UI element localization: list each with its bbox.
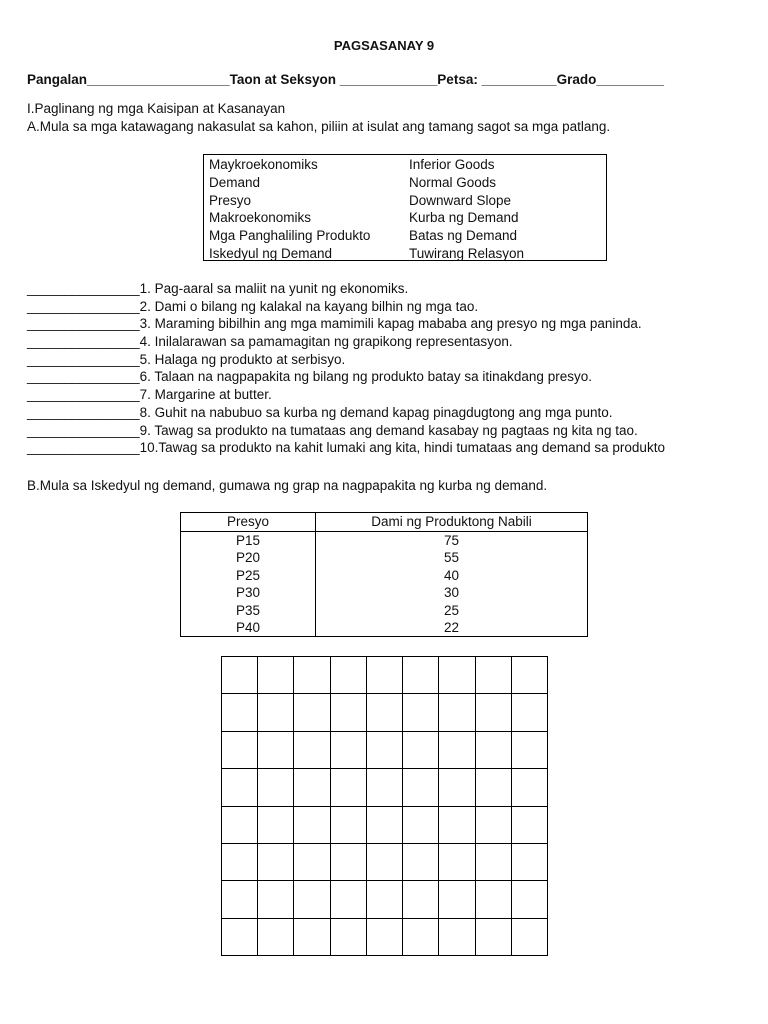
- grid-cell: [294, 844, 330, 881]
- question-item: [27, 386, 665, 404]
- answer-blank[interactable]: _______________: [27, 281, 140, 296]
- grid-cell: [258, 657, 294, 694]
- question-item: [27, 422, 665, 440]
- grid-cell: [222, 732, 258, 769]
- demand-schedule-table: [180, 512, 588, 637]
- word-box-term: Inferior Goods: [409, 157, 495, 172]
- grid-cell: [403, 769, 439, 806]
- question-item: [27, 368, 665, 386]
- grid-cell: [222, 881, 258, 918]
- word-box-term: Mga Panghaliling Produkto: [209, 228, 371, 244]
- grid-cell: [367, 732, 403, 769]
- question-text: 9. Tawag sa produkto na tumataas ang demand kasabay ng pagtaas ng kita ng tao.: [139, 422, 638, 438]
- grid-cell: [294, 881, 330, 918]
- word-box: [203, 154, 607, 261]
- question-text: 1. Pag-aaral sa maliit na yunit ng ekonomiks.: [139, 281, 409, 296]
- word-box-term: Maykroekonomiks: [209, 157, 318, 172]
- grid-cell: [367, 769, 403, 806]
- quantity-cell: 30: [443, 585, 460, 601]
- question-item: [27, 280, 665, 298]
- quantity-cell: 25: [443, 602, 460, 618]
- question-text: 10.Tawag sa produkto na kahit lumaki ang kita, hindi tumataas ang demand sa produkto: [139, 440, 665, 456]
- answer-blank[interactable]: _______________: [27, 369, 140, 385]
- table-row: [181, 602, 588, 619]
- word-box-right-column: [409, 156, 524, 263]
- question-text: 2. Dami o bilang ng kalakal na kayang bilhin ng mga tao.: [139, 298, 479, 314]
- grid-cell: [403, 732, 439, 769]
- grid-cell: [476, 769, 512, 806]
- answer-blank[interactable]: _______________: [27, 334, 140, 350]
- grid-cell: [476, 881, 512, 918]
- grid-cell: [331, 807, 367, 844]
- grid-cell: [294, 919, 330, 956]
- grid-cell: [439, 807, 475, 844]
- grid-cell: [331, 881, 367, 918]
- price-cell: P40: [181, 619, 316, 637]
- grid-cell: [512, 919, 548, 956]
- grid-cell: [512, 769, 548, 806]
- page-title: PAGSASANAY 9: [333, 38, 435, 53]
- grid-cell: [403, 919, 439, 956]
- price-cell: P35: [181, 602, 316, 619]
- question-text: 5. Halaga ng produkto at serbisyo.: [139, 351, 346, 367]
- grid-cell: [403, 807, 439, 844]
- grid-cell: [294, 657, 330, 694]
- grid-cell: [476, 732, 512, 769]
- price-cell: P30: [181, 584, 316, 601]
- table-row: [181, 567, 588, 584]
- grid-cell: [294, 694, 330, 731]
- grid-cell: [294, 732, 330, 769]
- grid-cell: [222, 769, 258, 806]
- word-box-term: Demand: [209, 174, 261, 190]
- grid-cell: [512, 732, 548, 769]
- grid-cell: [403, 881, 439, 918]
- question-item: [27, 439, 665, 457]
- grid-cell: [476, 657, 512, 694]
- question-list: [27, 280, 665, 457]
- table-row: [181, 549, 588, 566]
- grid-cell: [439, 732, 475, 769]
- grid-cell: [222, 657, 258, 694]
- grid-cell: [258, 844, 294, 881]
- table-header-row: [181, 513, 588, 532]
- grid-cell: [476, 807, 512, 844]
- word-box-term: Kurba ng Demand: [409, 210, 519, 226]
- word-box-left-column: [209, 156, 370, 263]
- word-box-term: Downward Slope: [409, 192, 512, 208]
- question-text: 4. Inilalarawan sa pamamagitan ng grapikong representasyon.: [139, 334, 513, 350]
- price-cell: P20: [181, 549, 316, 566]
- word-box-term: Presyo: [209, 192, 252, 208]
- word-box-term: Makroekonomiks: [209, 210, 312, 226]
- quantity-cell: 75: [443, 533, 460, 548]
- question-text: 8. Guhit na nabubuo sa kurba ng demand kapag pinagdugtong ang mga punto.: [139, 404, 613, 420]
- question-item: [27, 298, 665, 316]
- table-row: [181, 619, 588, 637]
- grid-cell: [258, 694, 294, 731]
- grid-cell: [258, 919, 294, 956]
- grid-cell: [439, 919, 475, 956]
- answer-blank[interactable]: _______________: [27, 298, 140, 314]
- grid-cell: [331, 844, 367, 881]
- answer-blank[interactable]: _______________: [27, 316, 140, 332]
- quantity-cell: 22: [443, 620, 460, 636]
- grid-cell: [512, 657, 548, 694]
- grid-cell: [222, 807, 258, 844]
- grid-cell: [476, 694, 512, 731]
- question-text: 6. Talaan na nagpapakita ng bilang ng produkto batay sa itinakdang presyo.: [139, 369, 592, 385]
- grid-cell: [403, 844, 439, 881]
- grid-cell: [222, 694, 258, 731]
- grid-cell: [512, 807, 548, 844]
- grid-cell: [439, 694, 475, 731]
- grid-cell: [331, 919, 367, 956]
- grid-cell: [439, 881, 475, 918]
- word-box-term: Normal Goods: [409, 174, 497, 190]
- grid-cell: [222, 844, 258, 881]
- answer-blank[interactable]: _______________: [27, 387, 140, 403]
- grid-cell: [222, 919, 258, 956]
- question-text: 7. Margarine at butter.: [139, 387, 272, 403]
- graph-grid: [221, 656, 548, 956]
- grid-cell: [367, 919, 403, 956]
- answer-blank[interactable]: _______________: [27, 404, 140, 420]
- grid-cell: [258, 732, 294, 769]
- student-info-line[interactable]: Pangalan___________________Taon at Seksyon _____________Petsa: __________Grado_________: [27, 72, 664, 87]
- grid-cell: [258, 807, 294, 844]
- word-box-term: Iskedyul ng Demand: [209, 245, 333, 261]
- question-item: [27, 315, 665, 333]
- grid-cell: [367, 807, 403, 844]
- price-cell: P25: [181, 567, 316, 584]
- grid-cell: [258, 881, 294, 918]
- grid-cell: [294, 807, 330, 844]
- grid-cell: [294, 769, 330, 806]
- grid-cell: [512, 881, 548, 918]
- grid-cell: [403, 694, 439, 731]
- grid-cell: [512, 844, 548, 881]
- grid-cell: [367, 694, 403, 731]
- section-b-instructions: B.Mula sa Iskedyul ng demand, gumawa ng grap na nagpapakita ng kurba ng demand.: [27, 478, 548, 493]
- question-item: [27, 333, 665, 351]
- table-row: [181, 584, 588, 601]
- answer-blank[interactable]: _______________: [27, 422, 140, 438]
- grid-cell: [439, 769, 475, 806]
- quantity-cell: 40: [443, 567, 460, 583]
- grid-cell: [512, 694, 548, 731]
- quantity-cell: 55: [443, 550, 460, 566]
- section-1-heading: I.Paglinang ng mga Kaisipan at Kasanayan: [27, 101, 286, 116]
- grid-cell: [331, 769, 367, 806]
- grid-cell: [367, 657, 403, 694]
- question-text: 3. Maraming bibilhin ang mga mamimili kapag mababa ang presyo ng mga paninda.: [139, 316, 642, 332]
- header-dami: Dami ng Produktong Nabili: [316, 513, 588, 532]
- grid-cell: [476, 919, 512, 956]
- section-a-instructions: A.Mula sa mga katawagang nakasulat sa kahon, piliin at isulat ang tamang sagot sa mga patlang.: [27, 119, 611, 134]
- header-presyo: Presyo: [181, 513, 316, 532]
- grid-cell: [403, 657, 439, 694]
- grid-cell: [367, 844, 403, 881]
- grid-cell: [439, 844, 475, 881]
- answer-blank[interactable]: _______________: [27, 440, 140, 456]
- answer-blank[interactable]: _______________: [27, 351, 140, 367]
- grid-cell: [439, 657, 475, 694]
- grid-cell: [258, 769, 294, 806]
- grid-cell: [367, 881, 403, 918]
- question-item: [27, 351, 665, 369]
- table-row: [181, 532, 588, 550]
- question-item: [27, 404, 665, 422]
- word-box-term: Tuwirang Relasyon: [409, 245, 525, 261]
- word-box-term: Batas ng Demand: [409, 228, 518, 244]
- grid-cell: [476, 844, 512, 881]
- price-cell: P15: [181, 532, 316, 550]
- grid-cell: [331, 732, 367, 769]
- grid-cell: [331, 694, 367, 731]
- grid-cell: [331, 657, 367, 694]
